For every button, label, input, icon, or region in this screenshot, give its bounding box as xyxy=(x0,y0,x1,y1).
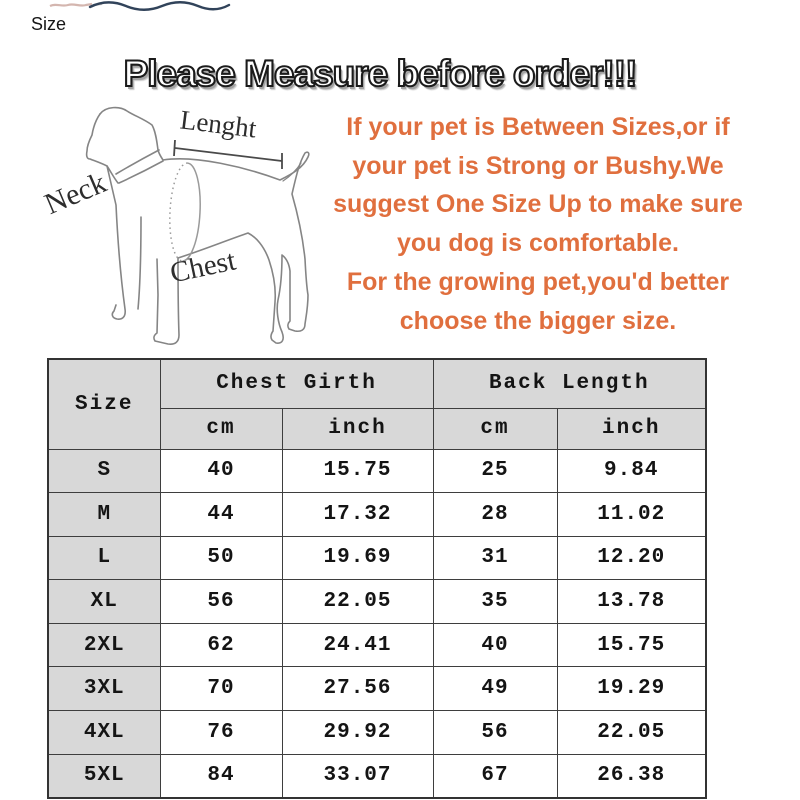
cell-chest-cm: 50 xyxy=(160,536,282,580)
cell-chest-cm: 62 xyxy=(160,623,282,667)
cell-size: L xyxy=(48,536,160,580)
size-section-label: Size xyxy=(31,14,67,34)
header-chest-cm: cm xyxy=(160,408,282,449)
cell-back-inch: 9.84 xyxy=(557,449,706,493)
cell-chest-inch: 15.75 xyxy=(282,449,433,493)
page-title: Please Measure before order!!! xyxy=(123,53,637,94)
cell-chest-cm: 70 xyxy=(160,667,282,711)
table-row xyxy=(48,449,706,493)
cell-size: XL xyxy=(48,580,160,624)
cell-back-cm: 35 xyxy=(433,580,557,624)
cell-back-cm: 25 xyxy=(433,449,557,493)
cell-back-cm: 31 xyxy=(433,536,557,580)
header-chest-girth: Chest Girth xyxy=(160,359,433,408)
advice-line: your pet is Strong or Bushy.We xyxy=(352,151,724,180)
size-chart-table xyxy=(47,358,707,799)
cell-chest-inch: 27.56 xyxy=(282,667,433,711)
sizing-advice-text xyxy=(322,108,754,340)
header-back-inch: inch xyxy=(557,408,706,449)
cell-back-inch: 15.75 xyxy=(557,623,706,667)
cell-back-cm: 28 xyxy=(433,493,557,537)
cell-back-inch: 11.02 xyxy=(557,493,706,537)
wavy-line-decoration xyxy=(88,0,232,13)
cell-back-inch: 19.29 xyxy=(557,667,706,711)
cell-back-cm: 56 xyxy=(433,711,557,755)
cell-back-inch: 22.05 xyxy=(557,711,706,755)
cell-chest-cm: 56 xyxy=(160,580,282,624)
advice-line: For the growing pet,you'd better xyxy=(346,267,730,296)
table-row xyxy=(48,711,706,755)
table-row xyxy=(48,623,706,667)
cell-chest-inch: 33.07 xyxy=(282,754,433,798)
cell-chest-inch: 19.69 xyxy=(282,536,433,580)
cell-size: 2XL xyxy=(48,623,160,667)
cell-chest-cm: 84 xyxy=(160,754,282,798)
table-row xyxy=(48,536,706,580)
header-back-length: Back Length xyxy=(433,359,706,408)
chest-label: Chest xyxy=(167,244,239,290)
dog-measurement-diagram xyxy=(40,95,350,345)
cell-chest-inch: 17.32 xyxy=(282,493,433,537)
advice-line: If your pet is Between Sizes,or if xyxy=(346,113,730,141)
cell-chest-inch: 22.05 xyxy=(282,580,433,624)
cell-size: S xyxy=(48,449,160,493)
cell-back-inch: 12.20 xyxy=(557,536,706,580)
cell-back-inch: 13.78 xyxy=(557,580,706,624)
cell-chest-inch: 24.41 xyxy=(282,623,433,667)
length-label: Lenght xyxy=(178,104,259,144)
cell-back-cm: 40 xyxy=(433,623,557,667)
cell-chest-cm: 40 xyxy=(160,449,282,493)
table-header-row xyxy=(48,359,706,408)
cell-back-cm: 67 xyxy=(433,754,557,798)
cell-size: 4XL xyxy=(48,711,160,755)
header-back-cm: cm xyxy=(433,408,557,449)
neck-label: Neck xyxy=(39,165,112,222)
cell-chest-cm: 44 xyxy=(160,493,282,537)
cell-size: 3XL xyxy=(48,667,160,711)
advice-line: suggest One Size Up to make sure xyxy=(333,190,743,219)
advice-line: you dog is comfortable. xyxy=(397,229,679,258)
header-size: Size xyxy=(48,359,160,449)
cell-size: M xyxy=(48,493,160,537)
cell-chest-inch: 29.92 xyxy=(282,711,433,755)
header-chest-inch: inch xyxy=(282,408,433,449)
cell-back-cm: 49 xyxy=(433,667,557,711)
table-row xyxy=(48,580,706,624)
advice-line: choose the bigger size. xyxy=(399,306,677,335)
cell-chest-cm: 76 xyxy=(160,711,282,755)
cell-back-inch: 26.38 xyxy=(557,754,706,798)
cell-size: 5XL xyxy=(48,754,160,798)
table-row xyxy=(48,754,706,798)
table-row xyxy=(48,493,706,537)
table-row xyxy=(48,667,706,711)
